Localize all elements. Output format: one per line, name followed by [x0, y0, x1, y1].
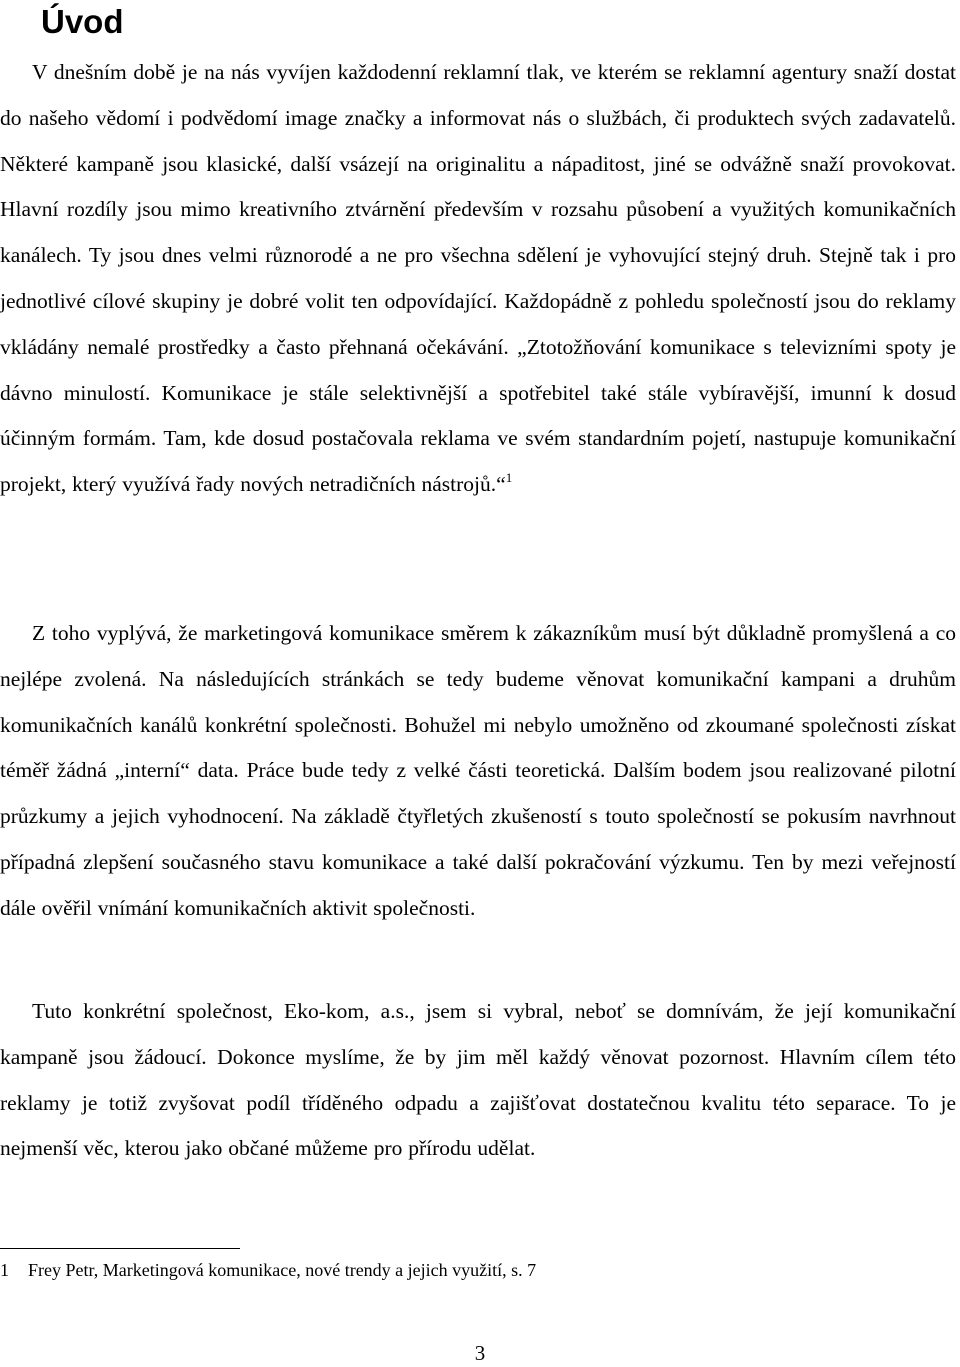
chapter-heading: Úvod: [41, 3, 124, 40]
paragraph-company: Tuto konkrétní společnost, Eko-kom, a.s., jsem si vybral, neboť se domnívám, že její komunikační kampaně jsou žádoucí. Dokonce myslíme, že by jim měl každý věnovat pozornost. Hlavním cílem této reklamy je totiž zvyšovat podíl tříděného odpadu a zajišťovat dostatečnou kvalitu této separace. To je nejmenší věc, kterou jako občané můžeme pro přírodu udělat.: [0, 999, 956, 1161]
paragraph-intro: [0, 50, 956, 508]
footnote: [0, 1257, 940, 1283]
footnote-divider: [0, 1248, 240, 1249]
paragraph-aims: Z toho vyplývá, že marketingová komunikace směrem k zákazníkům musí být důkladně promyšlená a co nejlépe zvolená. Na následujících stránkách se tedy budeme věnovat komunikační kampani a druhům komunikačních kanálů konkrétní společnosti. Bohužel mi nebylo umožněno od zkoumané společnosti získat téměř žádná „interní“ data. Práce bude tedy z velké části teoretická. Dalším bodem jsou realizované pilotní průzkumy a jejich vyhodnocení. Na základě čtyřletých zkušeností s touto společností se pokusím navrhnout případná zlepšení současného stavu komunikace a také další pokračování výzkumu. Ten by mezi veřejností dále ověřil vnímání komunikačních aktivit společnosti.: [0, 621, 956, 920]
footnote-number: 1: [0, 1260, 9, 1280]
paragraph-intro-text: V dnešním době je na nás vyvíjen každodenní reklamní tlak, ve kterém se reklamní agentury snaží dostat do našeho vědomí i podvědomí image značky a informovat nás o službách, či produktech svých zadavatelů. Některé kampaně jsou klasické, další vsázejí na originalitu a nápaditost, jiné se odvážně snaží provokovat. Hlavní rozdíly jsou mimo kreativního ztvárnění především v rozsahu působení a využitých komunikačních kanálech. Ty jsou dnes velmi různorodé a ne pro všechna sdělení je vyhovující stejný druh. Stejně tak i pro jednotlivé cílové skupiny je dobré volit ten odpovídající. Každopádně z pohledu společností jsou do reklamy vkládány nemalé prostředky a často přehnaná očekávání. „Ztotožňování komunikace s televizními spoty je dávno minulostí. Komunikace je stále selektivnější a spotřebitel také stále vybíravější, imunní k dosud účinným formám. Tam, kde dosud postačovala reklama ve svém standardním pojetí, nastupuje komunikační projekt, který využívá řady nových netradičních nástrojů.“: [0, 60, 956, 497]
footnote-reference[interactable]: 1: [505, 470, 513, 486]
footnote-text: Frey Petr, Marketingová komunikace, nové trendy a jejich využití, s. 7: [28, 1260, 537, 1280]
page-number: 3: [474, 1341, 486, 1365]
